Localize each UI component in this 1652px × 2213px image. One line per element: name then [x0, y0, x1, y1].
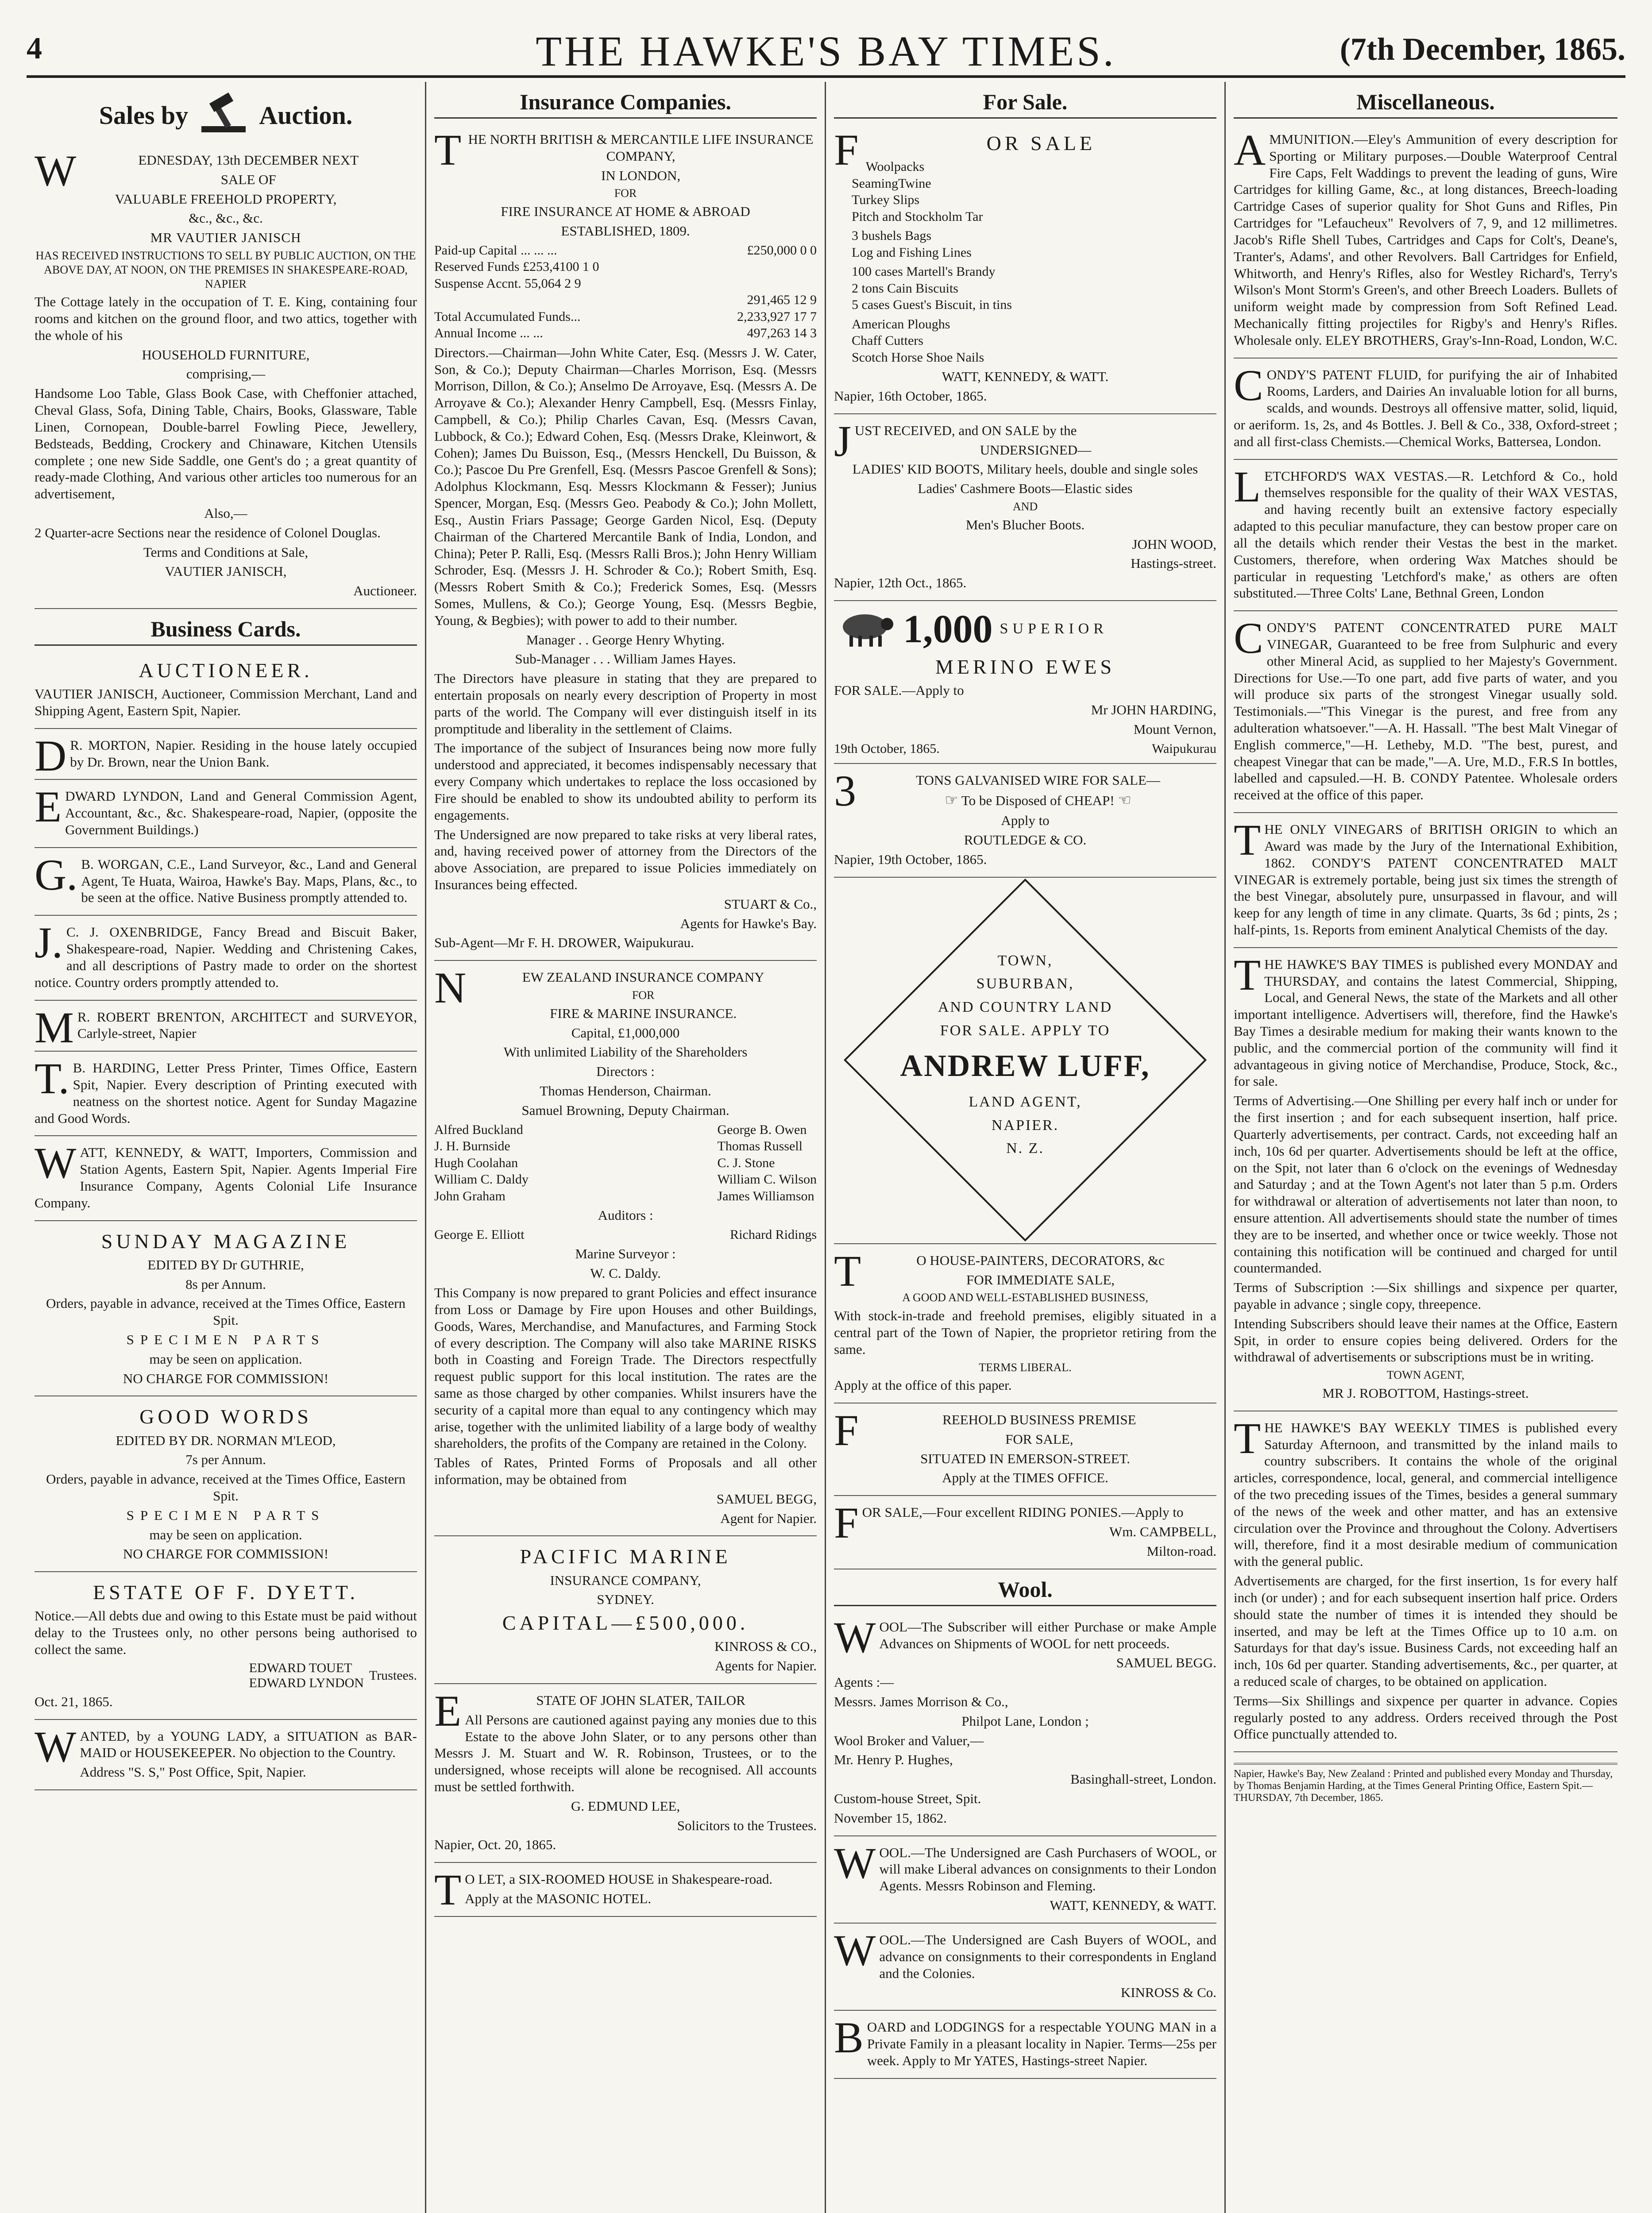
nz-surveyor-head: Marine Surveyor :	[575, 1246, 676, 1262]
nz-deputy: Samuel Browning, Deputy Chairman.	[521, 1102, 730, 1118]
sunday-editor: EDITED BY Dr GUTHRIE,	[147, 1257, 304, 1272]
terms-line: Terms and Conditions at Sale,	[143, 544, 309, 560]
good-orders: Orders, payable in advance, received at the Times Office, Eastern Spit.	[46, 1471, 405, 1504]
harding-text: T.B. HARDING, Letter Press Printer, Times Office, Eastern Spit, Napier. Every description of Printing executed with neatness on the shortest notice. Agent for Sunday Magazine and Good Words.	[35, 1054, 417, 1126]
auction-ad	[35, 144, 417, 609]
slater-title: ESTATE OF JOHN SLATER, TAILOR	[434, 1686, 745, 1735]
nz-director: Alfred Buckland	[434, 1122, 523, 1137]
trustees-block	[35, 1661, 417, 1691]
sheep-icon	[834, 609, 896, 649]
campbell-sign: Wm. CAMPBELL,	[1109, 1524, 1216, 1540]
custom-date: November 15, 1862.	[834, 1810, 947, 1826]
goods-item: 3 bushels Bags	[852, 228, 931, 243]
wanted-text: WANTED, by a YOUNG LADY, a SITUATION as BAR-MAID or HOUSEKEEPER. No objection to the Country.	[35, 1722, 417, 1771]
agents-5: Basinghall-street, London.	[1070, 1771, 1216, 1787]
trustee-1: EDWARD TOUET	[249, 1660, 352, 1675]
goods-list-d	[834, 316, 1216, 366]
nb-manager: Manager . . George Henry Whyting.	[526, 632, 725, 648]
goods-item: 2 tons Cain Biscuits	[852, 281, 958, 296]
boots-kid: LADIES' KID BOOTS, Military heels, double and single soles	[852, 461, 1198, 477]
comprising: comprising,—	[186, 366, 266, 382]
fin-value: 497,263 14 3	[747, 326, 817, 341]
trustees-label: Trustees.	[369, 1668, 417, 1683]
just-received: JUST RECEIVED, and ON SALE by the	[834, 416, 1077, 466]
robottom: MR J. ROBOTTOM, Hastings-street.	[1322, 1385, 1529, 1401]
luff-line: AND COUNTRY LAND	[938, 999, 1113, 1016]
luff-line: N. Z.	[1006, 1140, 1044, 1157]
only-vinegars-text: THE ONLY VINEGARS of BRITISH ORIGIN to which an Award was made by the Jury of the International Exhibition, 1862. CONDY'S PATENT CONCENTRATED MALT VINEGAR is extremely portable, being just six times the strength of the best Vinegar, absolutely pure, unsurpassed in flavour, and will keep for any length of time in any climate. Quarts, 3s 6d ; pints, 2s ; half-pints, 1s. Reports from eminent Analytical Chemists of the day.	[1234, 815, 1617, 937]
agents-head: Agents :—	[834, 1674, 894, 1690]
nz-insurance-ad	[434, 961, 817, 1536]
nz-for: FOR	[632, 989, 655, 1002]
diamond-text	[848, 949, 1202, 1160]
nz-auditors	[434, 1226, 817, 1243]
watt-goods-ad	[834, 123, 1216, 414]
column-2	[426, 82, 826, 2213]
merino-count: 1,000	[903, 607, 993, 651]
estate-date: Oct. 21, 1865.	[35, 1693, 113, 1709]
nz-director: William C. Daldy	[434, 1172, 529, 1187]
lyndon-card	[35, 780, 417, 848]
worgan-card	[35, 848, 417, 916]
wire-ad	[834, 764, 1216, 878]
board-text: BOARD and LODGINGS for a respectable YOUNG MAN in a Private Family in a pleasant locality in Napier. Terms—25s per week. Apply to Mr YATES, Hastings-street Napier.	[834, 2013, 1216, 2068]
slater-date: Napier, Oct. 20, 1865.	[434, 1837, 556, 1853]
to-let-text: TO LET, a SIX-ROOMED HOUSE in Shakespeare-road.	[434, 1865, 773, 1915]
nb-pleasure: The Directors have pleasure in stating that they are prepared to entertain proposals on nearly every description of Property in most parts of the world. The Company will ever distinguish itself in its promptitude and liberality in the settlement of Claims.	[434, 671, 817, 736]
miscellaneous-heading: Miscellaneous.	[1234, 85, 1617, 119]
freehold-ad	[834, 1403, 1216, 1496]
wanted-ad	[35, 1720, 417, 1790]
painters-sale: FOR IMMEDIATE SALE,	[966, 1272, 1115, 1288]
issue-date: (7th December, 1865.	[1339, 31, 1625, 67]
auctioneer-gavel-icon	[197, 91, 250, 139]
nz-fire: FIRE & MARINE INSURANCE.	[550, 1005, 737, 1021]
sales-by-auction-header	[35, 91, 417, 139]
cottage-text: The Cottage lately in the occupation of T. E. King, containing four rooms and kitchen on the ground floor, and two attics, together with the whole of his	[35, 294, 417, 343]
pacific-city: SYDNEY.	[597, 1592, 654, 1608]
hbt-weekly-text: THE HAWKE'S BAY WEEKLY TIMES is published every Saturday Afternoon, and transmitted by the inland mails to country subscribers. It contains the whole of the original articles, correspondence, local, general, and commercial intelligence of the two preceding issues of the Times, besides a general summary of the news of the week and other matter, and has an extensive circulation over the Province and throughout the Colony. Advertisers will, therefore, find it a most desirable medium of communication with the general public.	[1234, 1413, 1617, 1569]
dyett-estate-ad	[35, 1572, 417, 1720]
wool-heading: Wool.	[834, 1572, 1216, 1606]
wire-date: Napier, 19th October, 1865.	[834, 851, 987, 867]
terms-liberal: TERMS LIBERAL.	[979, 1361, 1072, 1374]
wkw-sign: WATT, KENNEDY, & WATT.	[942, 369, 1109, 385]
pacific-title: PACIFIC MARINE	[520, 1545, 731, 1568]
painters-title: TO HOUSE-PAINTERS, DECORATORS, &c	[834, 1246, 1165, 1295]
terms-subscription: Terms of Subscription :—Six shillings and sixpence per quarter, payable in advance ; single copy, threepence.	[1234, 1280, 1617, 1312]
wool3-text: WOOL.—The Undersigned are Cash Buyers of WOOL, and advance on consignments to their correspondents in England and the Colonies.	[834, 1925, 1216, 1981]
fin-value: 2,233,927 17 7	[737, 309, 817, 324]
nz-capital: Capital, £1,000,000	[571, 1025, 680, 1041]
column-1	[27, 82, 426, 2213]
auctioneer-card-text: VAUTIER JANISCH, Auctioneer, Commission Merchant, Land and Shipping Agent, Eastern Spit, Napier.	[35, 686, 417, 718]
wool-begg-ad	[834, 1611, 1216, 1836]
condy-fluid-ad	[1234, 359, 1617, 460]
luff-line: LAND AGENT,	[969, 1093, 1082, 1110]
nz-director: Hugh Coolahan	[434, 1155, 518, 1170]
nz-director: George B. Owen	[717, 1122, 807, 1137]
riding-text: FOR SALE,—Four excellent RIDING PONIES.—Apply to	[834, 1498, 1184, 1548]
goods-item: Turkey Slips	[852, 193, 920, 208]
goods-item: 100 cases Martell's Brandy	[852, 264, 996, 279]
wool2-sign: WATT, KENNEDY, & WATT.	[1050, 1897, 1216, 1913]
slater-body: All Persons are cautioned against paying any monies due to this Estate to the above John Slater, or to any persons other than Messrs J. M. Stuart and W. R. Robinson, Trustees, or to the undersigned, whose receipts will alone be recognised. All accounts must be settled forthwith.	[434, 1712, 817, 1794]
goods-item: Pitch and Stockholm Tar	[852, 209, 983, 224]
wool-kinross-ad	[834, 1924, 1216, 2011]
riding-ponies-ad	[834, 1496, 1216, 1569]
stuart-sign: STUART & Co.,	[724, 896, 817, 912]
sale-of: SALE OF	[220, 171, 276, 187]
pacific-marine-ad	[434, 1536, 817, 1684]
worgan-text: G.B. WORGAN, C.E., Land Surveyor, &c., Land and General Agent, Te Huata, Wairoa, Hawke's Bay. Maps, Plans, &c., to be seen at the office. Native Business promptly attended to.	[35, 850, 417, 906]
nz-directors-head: Directors :	[596, 1064, 655, 1080]
masthead-rule	[27, 75, 1625, 78]
good-title: GOOD WORDS	[139, 1405, 312, 1428]
boots-blucher: Men's Blucher Boots.	[965, 517, 1085, 532]
auctioneer-title: Auctioneer.	[353, 583, 417, 599]
lyndon-text: EDWARD LYNDON, Land and General Commission Agent, Accountant, &c., &c. Shakespeare-road, Napier, (opposite the Government Buildings.)	[35, 782, 417, 838]
instructions: HAS RECEIVED INSTRUCTIONS TO SELL BY PUBLIC AUCTION, ON THE ABOVE DAY, AT NOON, ON THE PREMISES IN SHAKESPEARE-ROAD, NAPIER	[35, 249, 416, 290]
wool-watt-ad	[834, 1836, 1216, 1924]
auction-label: Auction.	[259, 100, 353, 130]
kinross-title: Agents for Napier.	[715, 1658, 817, 1674]
wire-cheap-line	[834, 791, 1216, 810]
agents-2: Philpot Lane, London ;	[961, 1713, 1089, 1729]
property-heading: VALUABLE FREEHOLD PROPERTY,	[115, 191, 337, 207]
nz-surveyor: W. C. Daldy.	[590, 1265, 661, 1281]
harding-card	[35, 1052, 417, 1136]
north-british-ad	[434, 123, 817, 961]
auctioneer-card	[35, 650, 417, 729]
goods-list-b	[834, 227, 1216, 261]
luff-line: FOR SALE. APPLY TO	[940, 1022, 1111, 1039]
luff-line: NAPIER.	[991, 1117, 1059, 1133]
agents-3: Wool Broker and Valuer,—	[834, 1732, 984, 1748]
good-may-be-seen: may be seen on application.	[149, 1527, 302, 1542]
morton-text: DR. MORTON, Napier. Residing in the house lately occupied by Dr. Brown, near the Union Bank.	[35, 731, 417, 780]
sections-line: 2 Quarter-acre Sections near the residence of Colonel Douglas.	[35, 524, 381, 540]
goods-list-a	[834, 158, 1216, 225]
fin-value: £250,000 0 0	[747, 243, 817, 258]
agents-4: Mr. Henry P. Hughes,	[834, 1752, 953, 1768]
stuart-title: Agents for Hawke's Bay.	[680, 915, 817, 931]
goods-item: American Ploughs	[852, 316, 950, 332]
nb-sub-manager: Sub-Manager . . . William James Hayes.	[515, 651, 736, 667]
nb-for: FOR	[614, 187, 637, 200]
begg-sign: SAMUEL BEGG,	[716, 1491, 817, 1507]
nz-director: John Graham	[434, 1188, 506, 1203]
goods-item: 5 cases Guest's Biscuit, in tins	[852, 297, 1012, 312]
hbt-biweekly-text: THE HAWKE'S BAY TIMES is published every MONDAY and THURSDAY, and contains the latest Commercial, Shipping, Local, and General News, the state of the Markets and all other important intelligence. Advertisers will, therefore, find the Hawke's Bay Times a desirable medium for making their wants known to the public, and the commercial portion of the community will find it advantageous in giving notice of Merchandise, Produce, Stock, &c., for sale.	[1234, 950, 1617, 1089]
fin-row	[434, 242, 817, 259]
merino-sale: FOR SALE.—Apply to	[834, 682, 964, 698]
sub-agent: Sub-Agent—Mr F. H. DROWER, Waipukurau.	[434, 935, 694, 951]
nz-liability: With unlimited Liability of the Shareholders	[503, 1044, 748, 1060]
nz-director: J. H. Burnside	[434, 1139, 510, 1154]
luff-line: SUBURBAN,	[976, 975, 1074, 992]
nb-title: THE NORTH BRITISH & MERCANTILE LIFE INSURANCE COMPANY,	[434, 125, 814, 174]
boots-and: AND	[1012, 500, 1038, 513]
furniture-heading: HOUSEHOLD FURNITURE,	[142, 347, 310, 362]
diamond-frame	[848, 892, 1202, 1228]
furniture-items: Handsome Loo Table, Glass Book Case, with Cheffonier attached, Cheval Glass, Sofa, Dining Table, Chairs, Books, Glassware, Table Linen, Cornopean, Double-barrel Fowling Piece, Jewellery, Bedsteads, Bedding, Crockery and Chinaware, Kitchen Utensils complete ; one new Side Saddle, one Gent's do ; a great quantity of ready-made Clothing, And various other articles too numerous for an advertisement,	[35, 386, 417, 502]
for-sale-title: FOR SALE	[834, 125, 1096, 174]
oxenbridge-text: J.C. J. OXENBRIDGE, Fancy Bread and Biscuit Baker, Shakespeare-road, Napier. Wedding and Christening Cakes, and all descriptions of Pastry made to order on the shortest notice. Country orders promptly attended to.	[35, 918, 417, 990]
fin-row	[434, 258, 817, 275]
estate-body: Notice.—All debts due and owing to this Estate must be paid without delay to the Trustees only, no other persons being authorised to collect the same.	[35, 1608, 417, 1657]
freehold-title: FREEHOLD BUSINESS PREMISE	[834, 1406, 1136, 1455]
nb-fire: FIRE INSURANCE AT HOME & ABROAD	[501, 204, 750, 220]
good-specimen: SPECIMEN PARTS	[126, 1507, 325, 1523]
columns	[27, 82, 1625, 2213]
auction-date: WEDNESDAY, 13th DECEMBER NEXT	[35, 146, 359, 195]
merino-place: Waipukurau	[1152, 741, 1216, 756]
fin-label: Total Accumulated Funds...	[434, 309, 581, 324]
fin-label: Paid-up Capital ... ... ...	[434, 243, 557, 258]
terms-advertising: Terms of Advertising.—One Shilling per every half inch or under for the first insertion ; and for each subsequent insertion, half price. Quarterly advertisements, per contract. Cards, not exceeding half an inch, 10s 6d per quarter. Advertisements should be left at the office, on the Spit, not later than 6 o'clock on the evenings of Wednesday and Saturday ; and at the Town Agent's not later than 5 p.m. Orders for withdrawal or alteration of advertisements not later than noon, to ensure attention. All advertisements should state the number of times they are to be inserted, and whether once or twice weekly. Those not containing this notification will be continued and charged for until countermanded.	[1234, 1093, 1617, 1276]
painters-biz: A GOOD AND WELL-ESTABLISHED BUSINESS,	[902, 1291, 1148, 1304]
boots-undersigned: UNDERSIGNED—	[980, 442, 1092, 458]
nz-director: C. J. Stone	[717, 1155, 775, 1170]
fin-label: Reserved Funds £253,4100 1 0	[434, 259, 599, 274]
nz-directors-grid	[434, 1122, 817, 1205]
trustee-2: EDWARD LYNDON	[249, 1675, 364, 1690]
slater-sign: G. EDMUND LEE,	[571, 1798, 680, 1814]
for-sale-heading: For Sale.	[834, 85, 1216, 119]
goods-item: Scotch Horse Shoe Nails	[852, 350, 984, 365]
auctioneer-card-heading: AUCTIONEER.	[139, 659, 313, 682]
wanted-address: Address "S. S," Post Office, Spit, Napier.	[80, 1764, 306, 1780]
hbt-weekly-ad	[1234, 1411, 1617, 1752]
milton-road: Milton-road.	[1146, 1543, 1216, 1559]
to-let-apply: Apply at the MASONIC HOTEL.	[465, 1891, 652, 1907]
ammunition-ad	[1234, 123, 1617, 359]
routledge: ROUTLEDGE & CO.	[964, 832, 1087, 848]
nz-director: William C. Wilson	[717, 1172, 817, 1187]
watt-text: WATT, KENNEDY, & WATT, Importers, Commission and Station Agents, Eastern Spit, Napier. Agents Imperial Fire Insurance Company, Agents Colonial Life Insurance Company.	[35, 1138, 417, 1211]
also-line: Also,—	[204, 505, 247, 521]
goods-list-c	[834, 263, 1216, 313]
condy-fluid-text: CONDY'S PATENT FLUID, for purifying the air of Inhabited Rooms, Larders, and Dairies An invaluable lotion for all burns, scalds, and wounds. Destroys all offensive matter, solid, liquid, or aeriform. 1s, 2s, and 4s Bottles. J. Bell & Co., 338, Oxford-street ; and all first-class Chemists.—Chemical Works, Battersea, London.	[1234, 360, 1617, 449]
page-number: 4	[27, 31, 42, 66]
luff-line: TOWN,	[997, 952, 1053, 969]
merino-ewes: MERINO EWES	[935, 655, 1115, 678]
goods-item: SeamingTwine	[852, 176, 931, 191]
goods-item: Woolpacks	[865, 159, 925, 174]
agents-1: Messrs. James Morrison & Co.,	[834, 1693, 1008, 1709]
letchford-text: LETCHFORD'S WAX VESTAS.—R. Letchford & Co., hold themselves responsible for the quality of their WAX VESTAS, and having recently built an extensive factory especially adapted to this peculiar manufacture, they can bestow proper care on all the details which render their Vestas the best in the market. Customers, therefore, when ordering Wax Matches should be particular in requesting 'Letchford's make,' as others are often substituted.—Three Colts' Lane, Bethnal Green, London	[1234, 462, 1617, 601]
sunday-may-be-seen: may be seen on application.	[149, 1351, 302, 1367]
brenton-card	[35, 1001, 417, 1052]
sunday-magazine-ad	[35, 1221, 417, 1397]
nz-auditor: George E. Elliott	[434, 1227, 525, 1242]
intending-subscribers: Intending Subscribers should leave their names at the Office, Eastern Spit, in order to ensure copies being delivered. Orders for the withdrawal of advertisements or subscriptions must be in writing.	[1234, 1315, 1617, 1365]
wool1-sign: SAMUEL BEGG.	[1116, 1655, 1216, 1671]
john-wood: JOHN WOOD,	[1132, 536, 1216, 552]
hbt-biweekly-ad	[1234, 948, 1617, 1411]
fin-row	[434, 308, 817, 325]
merino-footer	[834, 740, 1216, 757]
pointing-hand-icon: ☜	[1118, 792, 1131, 809]
sunday-no-charge: NO CHARGE FOR COMMISSION!	[123, 1370, 329, 1386]
nz-chairman: Thomas Henderson, Chairman.	[540, 1083, 711, 1099]
column-4	[1226, 82, 1625, 2213]
wool3-sign: KINROSS & Co.	[1120, 1985, 1216, 2001]
sunday-specimen: SPECIMEN PARTS	[126, 1332, 325, 1347]
nb-directors: Directors.—Chairman—John White Cater, Esq. (Messrs J. W. Cater, Son, & Co.); Deputy Chairman—Charles Morrison, Esq. (Messrs Morrison, Dillon, & Co.); Anselmo De Arroyave, Esq. (Messrs A. De Arroyave & Co.); Alexander Henry Campbell, Esq. (Messrs Finlay, Campbell, & Co.); Philip Charles Cavan, Esq. (Messrs Cavan, Lubbock, & Co.); Edward Cohen, Esq. (Messrs Drake, Kleinwort, & Cohen); James Du Buisson, Esq., (Messrs Henckell, Du Buisson, & Co.); Pascoe Du Pre Grenfell, Esq. (Messrs Pascoe Grenfell & Sons); Adolphus Klockmann, Esq. Messrs Klockmann & Fesser); Junius Spencer, Morgan, Esq. (Messrs Geo. Peabody & Co.); John Mollett, Esq., Austin Friars Passage; George Garden Nicol, Esq. (Deputy Chairman of the Chartered Mercantile Bank of India, London, and China); Peter P. Ralli, Esq. (Messrs Ralli Bros.); John Henry William Schroder, Esq. (Messrs J. H. Schroder & Co.); Robert Smith, Esq. (Messrs Robert Smith & Co.); Frederick Somes, Esq. (Messrs Somes, Mullens, & Co.); George Young, Esq. (Messrs Begbie, Young, & Begbies); with power to add to their number.	[434, 344, 817, 628]
letchford-ad	[1234, 460, 1617, 612]
freehold-apply: Apply at the TIMES OFFICE.	[942, 1470, 1108, 1486]
ammunition-text: AMMUNITION.—Eley's Ammunition of every description for Sporting or Military purposes.—Double Waterproof Central Fire Caps, Felt Waddings to prevent the leading of guns, Wire Cartridges for killing Game, &c., at long distances, Breech-loading Cartridge Cases of superior quality for Shot Guns and Rifles, Pin Cartridges for "Lefaucheux" Revolvers of 7, 9, and 12 millimetres. Jacob's Rifle Shell Tubes, Cartridges and Caps for Colt's, Deane's, Tranter's, Adams', and other Revolvers. Ball Cartridges for Enfield, Whitworth, and Henry's Rifles, also for Westley Richard's, Terry's Wilson's Mont Storm's Green's, and other Breech Loaders. Bullets of uniform weight made by compression from Soft Refined Lead. Mechanically fitting projectiles for Rigby's and Henry's Rifles. Wholesale only. ELEY BROTHERS, Gray's-Inn-Road, London, W.C.	[1234, 125, 1617, 348]
andrew-luff-ad	[834, 878, 1216, 1244]
pacific-capital: CAPITAL—£500,000.	[502, 1612, 749, 1635]
oxenbridge-card	[35, 916, 417, 1000]
wool2-text: WOOL.—The Undersigned are Cash Purchasers of WOOL, or will make Liberal advances on consignments to their London Agents. Messrs Robinson and Fleming.	[834, 1838, 1216, 1894]
merino-header	[834, 606, 1216, 652]
watt-card	[35, 1136, 417, 1221]
etc-line: &c., &c., &c.	[189, 210, 263, 226]
colophon: Napier, Hawke's Bay, New Zealand : Printed and published every Monday and Thursday, by Thomas Benjamin Harding, at the Times General Printing Office, Eastern Spit.—THURSDAY, 7th December, 1865.	[1234, 1763, 1617, 1804]
good-price: 7s per Annum.	[185, 1452, 266, 1468]
kinross-sign: KINROSS & CO.,	[714, 1639, 817, 1654]
nb-importance: The importance of the subject of Insurances being now more fully understood and appreciated, it becomes indispensably necessary that every Company which undertakes to replace the loss occasioned by Fire should be enabled to show its undoubted ability to perform its engagements.	[434, 740, 817, 823]
hastings-street: Hastings-street.	[1131, 555, 1216, 571]
pacific-ins: INSURANCE COMPANY,	[550, 1572, 701, 1588]
good-no-charge: NO CHARGE FOR COMMISSION!	[123, 1546, 329, 1562]
nz-director: Thomas Russell	[717, 1139, 803, 1154]
painters-ad	[834, 1244, 1216, 1403]
wire-cheap: To be Disposed of CHEAP!	[961, 792, 1115, 808]
good-words-ad	[35, 1396, 417, 1572]
nz-director: James Williamson	[717, 1188, 814, 1203]
brenton-text: MR. ROBERT BRENTON, ARCHITECT and SURVEYOR, Carlyle-street, Napier	[35, 1002, 417, 1052]
nz-auditors-head: Auditors :	[598, 1207, 653, 1223]
begg-title: Agent for Napier.	[720, 1510, 817, 1526]
board-ad	[834, 2011, 1216, 2078]
painters-body: With stock-in-trade and freehold premises, eligibly situated in a central part of the Town of Napier, the proprietor retiring from the same.	[834, 1308, 1216, 1357]
fin-value: 291,465 12 9	[747, 293, 817, 308]
freehold-loc: SITUATED IN EMERSON-STREET.	[920, 1450, 1130, 1466]
merino-mount: Mount Vernon,	[1133, 721, 1216, 737]
luff-name: ANDREW LUFF,	[900, 1049, 1150, 1083]
sunday-price: 8s per Annum.	[185, 1276, 266, 1292]
fin-row	[434, 292, 817, 308]
custom-house: Custom-house Street, Spit.	[834, 1791, 981, 1807]
weekly-terms: Terms—Six Shillings and sixpence per quarter in advance. Copies regularly posted to any address. Orders received through the Post Office punctually attended to.	[1234, 1693, 1617, 1742]
good-editor: EDITED BY DR. NORMAN M'LEOD,	[116, 1432, 336, 1448]
boots-date: Napier, 12th Oct., 1865.	[834, 575, 967, 591]
condy-vinegar-ad	[1234, 611, 1617, 813]
boots-cashmere: Ladies' Cashmere Boots—Elastic sides	[918, 481, 1133, 497]
sunday-title: SUNDAY MAGAZINE	[101, 1230, 351, 1253]
auctioneer-name: MR VAUTIER JANISCH	[150, 230, 301, 246]
morton-card	[35, 729, 417, 780]
freehold-sale: FOR SALE,	[1005, 1431, 1073, 1447]
pointing-hand-icon: ☞	[945, 792, 958, 809]
merino-harding: Mr JOHN HARDING,	[1091, 702, 1216, 717]
merino-superior: SUPERIOR	[1000, 621, 1108, 637]
nb-established: ESTABLISHED, 1809.	[561, 223, 690, 239]
merino-date: 19th October, 1865.	[834, 741, 940, 756]
slater-estate-ad	[434, 1684, 817, 1863]
wire-apply: Apply to	[1001, 813, 1050, 829]
column-3	[826, 82, 1226, 2213]
auction-signature: VAUTIER JANISCH,	[165, 563, 287, 579]
sunday-orders: Orders, payable in advance, received at the Times Office, Eastern Spit.	[46, 1295, 405, 1328]
merino-ad	[834, 601, 1216, 764]
painters-apply: Apply at the office of this paper.	[834, 1377, 1012, 1393]
nb-undersigned: The Undersigned are now prepared to take risks at very liberal rates, and, having received power of attorney from the Directors of the above Association, are prepared to issue Policies immediately on Insurances being effected.	[434, 826, 817, 892]
fin-row	[434, 325, 817, 342]
business-cards-heading: Business Cards.	[35, 612, 417, 646]
nb-financials	[434, 242, 817, 342]
condy-vinegar-text: CONDY'S PATENT CONCENTRATED PURE MALT VINEGAR, Guaranteed to be free from Sulphuric and every other Mineral Acid, as supplied to her Majesty's Government. Directions for Use.—To one part, add five parts of water, and you will produce six parts of the strongest Vinegar usually sold. Testimonials.—"This Vinegar is the purest, and free from any adulteration whatsoever."—A. H. Hassall. "The best Malt Vinegar of English commerce,"—H. Letheby, M.D. "The best, purest, and cheapest Vinegar that can be made,"—A. Ure, M.D., F.R.S In bottles, labelled and capsuled.—H. B. CONDY Patentee. Wholesale orders received at the office of this paper.	[1234, 613, 1617, 803]
nz-body: This Company is now prepared to grant Policies and effect insurance from Loss or Damage by Fire upon Houses and other Buildings, Goods, Wares, Merchandise, and Manufactures, and Farming Stock of every description. The Company will also take MARINE RISKS both in Coasting and Foreign Trade. The Directors respectfully request public support for this local institution. The rates are the same as those charged by other companies. Whilst insurers have the security of a capital more than equal to any contingency which may arise, together with the unlimited liability of a large body of wealthy shareholders, the profits of the Company are retained in the Colony.	[434, 1285, 817, 1451]
fin-label: Annual Income ... ...	[434, 326, 543, 341]
nz-title: NEW ZEALAND INSURANCE COMPANY	[434, 963, 764, 1013]
goods-item: Log and Fishing Lines	[852, 245, 972, 260]
fin-row	[434, 275, 817, 292]
nz-auditor: Richard Ridings	[730, 1227, 817, 1242]
sales-by-label: Sales by	[99, 100, 189, 130]
nb-london: IN LONDON,	[601, 167, 681, 183]
town-agent: TOWN AGENT,	[1386, 1369, 1465, 1382]
wool1-text: WOOL—The Subscriber will either Purchase or make Ample Advances on Shipments of WOOL for nett proceeds.	[834, 1612, 1216, 1662]
to-let-ad	[434, 1863, 817, 1917]
wkw-date: Napier, 16th October, 1865.	[834, 388, 987, 404]
weekly-charges: Advertisements are charged, for the first insertion, 1s for every half inch (or under) ; and for each subsequent insertion half price. Orders should state the number of times it is intended they should be inserted, and may be left at the Times Office up to 10 a.m. on Saturdays for that day's issue. Business Cards, not exceeding half an inch, 10s 6d per quarter. Standing advertisements, &c., per quarter, at a reduced scale of charges, to be obtained on application.	[1234, 1573, 1617, 1689]
estate-title: ESTATE OF F. DYETT.	[93, 1581, 359, 1604]
masthead	[27, 18, 1625, 89]
goods-item: Chaff Cutters	[852, 333, 923, 348]
boots-ad	[834, 414, 1216, 601]
nz-tables: Tables of Rates, Printed Forms of Proposals and all other information, may be obtained from	[434, 1455, 817, 1487]
only-vinegars-ad	[1234, 813, 1617, 948]
slater-role: Solicitors to the Trustees.	[677, 1817, 817, 1833]
wire-title: 3TONS GALVANISED WIRE FOR SALE—	[834, 766, 1160, 815]
newspaper-title: THE HAWKE'S BAY TIMES.	[536, 27, 1116, 75]
fin-label: Suspense Accnt. 55,064 2 9	[434, 276, 581, 291]
insurance-heading: Insurance Companies.	[434, 85, 817, 119]
